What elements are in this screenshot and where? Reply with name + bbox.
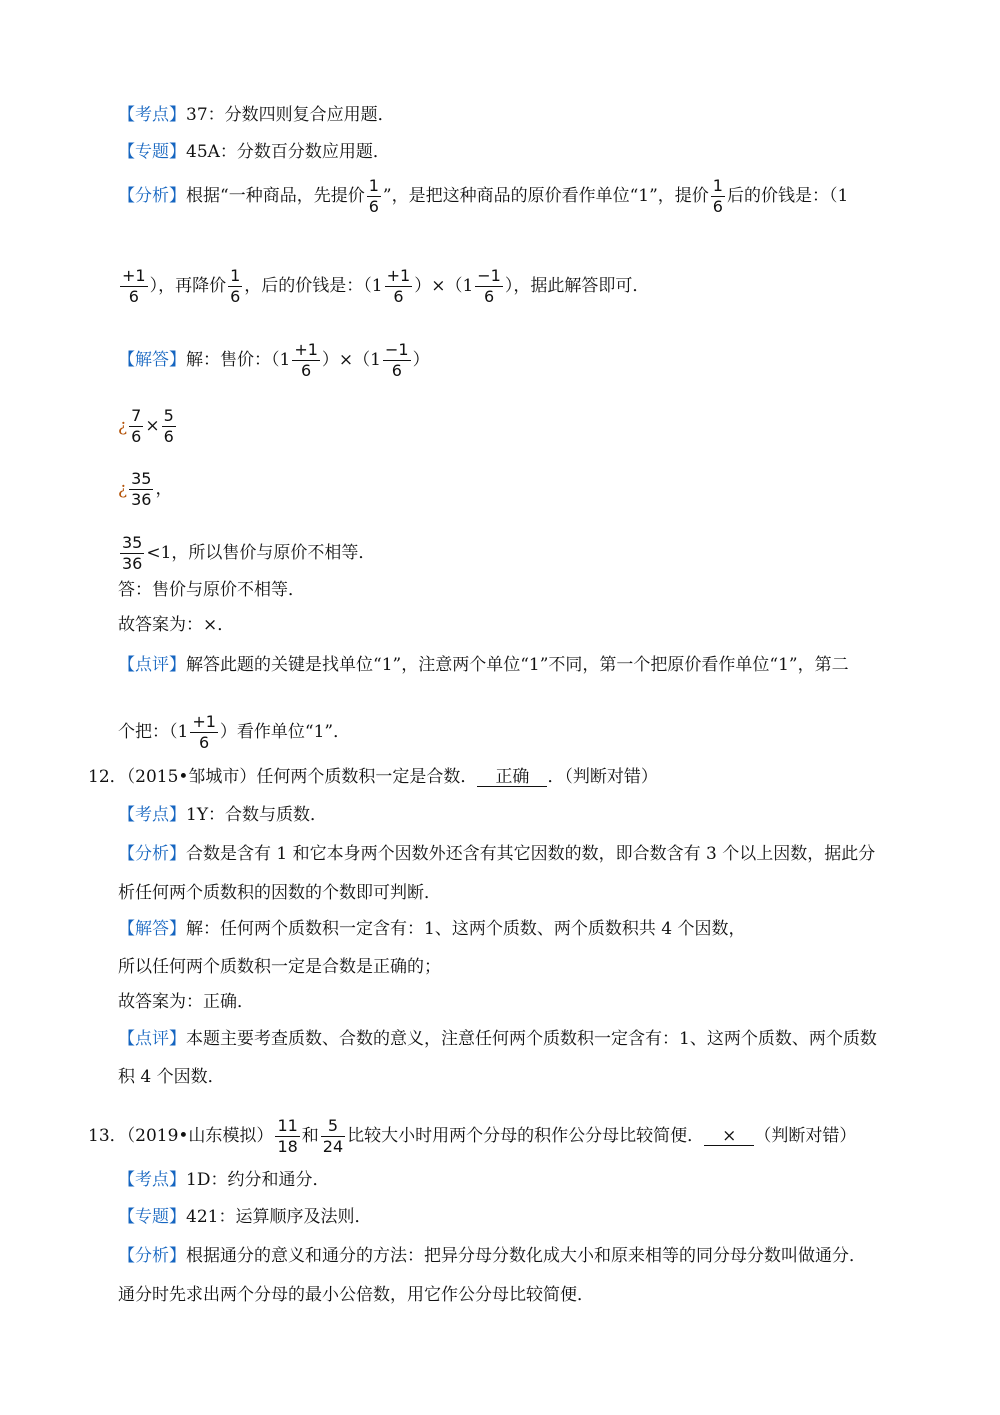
question-text: （判断对错）: [754, 1126, 857, 1146]
fenxi-text: ），再降价: [149, 276, 227, 296]
fenxi-line-2: [118, 268, 649, 305]
question-text: （2019•山东模拟）: [126, 1126, 274, 1146]
equal-mark: ¿: [118, 479, 128, 499]
jieda-tag: 【解答】: [118, 919, 186, 939]
zhuanti-text: 421：运算顺序及法则．: [186, 1207, 372, 1227]
jieda-text: ，: [155, 479, 173, 499]
jieda-text: 解：售价：（1: [186, 350, 291, 370]
fraction: $\frac{5}{6}$: [163, 406, 174, 446]
kaodian-text: 1D：约分和通分．: [186, 1170, 330, 1190]
fenxi-text: 根据“一种商品，先提价: [186, 186, 365, 206]
fraction: $\frac{1}{6}$: [712, 176, 723, 216]
fenxi-tag: 【分析】: [118, 186, 186, 206]
kaodian-tag: 【考点】: [118, 805, 186, 825]
jieda-line-2: 所以任何两个质数积一定是合数是正确的；: [118, 957, 441, 977]
dianping-text: ）看作单位“1”．: [219, 722, 351, 742]
fenxi-text: ），据此解答即可．: [504, 276, 650, 296]
jieda-text: ）: [412, 350, 430, 370]
kaodian-text: 1Y：合数与质数．: [186, 805, 328, 825]
answer-blank: 正确: [477, 768, 547, 787]
jieda-line-3: 故答案为：正确．: [118, 992, 254, 1012]
dianping-line-1: [118, 1028, 877, 1050]
dianping-tag: 【点评】: [118, 655, 186, 675]
question-text: ．（判断对错）: [547, 767, 658, 787]
jieda-text: ）×（1: [321, 350, 381, 370]
question-number: 13．: [88, 1126, 127, 1146]
equal-mark: ¿: [118, 416, 128, 436]
kaodian-tag: 【考点】: [118, 1170, 186, 1190]
fenxi-text: ）×（1: [414, 276, 474, 296]
fraction: $\frac{-1}{6}$: [384, 340, 409, 380]
jieda-line-1: [118, 918, 745, 940]
answer-blank: ×: [704, 1127, 754, 1146]
fraction: $\frac{+1}{6}$: [294, 340, 318, 380]
conclusion-line: 故答案为：×．: [118, 615, 235, 635]
kaodian-line: [118, 1169, 329, 1191]
jieda-text: 解：任何两个质数积一定含有：1、这两个质数、两个质数积共 4 个因数，: [186, 919, 746, 939]
fraction: $\frac{11}{18}$: [277, 1116, 298, 1156]
fenxi-line-1: [118, 843, 875, 865]
fenxi-text: 后的价钱是：（1: [726, 186, 849, 206]
dianping-text: 个把：（1: [118, 722, 189, 742]
fraction: $\frac{35}{36}$: [122, 533, 143, 573]
dianping-text: 解答此题的关键是找单位“1”，注意两个单位“1”不同，第一个把原价看作单位“1”，第二: [186, 655, 849, 675]
dianping-line-1: [118, 654, 849, 676]
fenxi-text: 根据通分的意义和通分的方法：把异分母分数化成大小和原来相等的同分母分数叫做通分．: [186, 1246, 866, 1266]
fenxi-line-1: [118, 1245, 866, 1267]
jieda-text: <1，所以售价与原价不相等．: [146, 543, 376, 563]
fraction: $\frac{-1}{6}$: [477, 266, 501, 306]
fenxi-line-1: [118, 178, 848, 215]
zhuanti-text: 45A：分数百分数应用题．: [186, 142, 390, 162]
dianping-line-2: [118, 714, 350, 751]
kaodian-tag: 【考点】: [118, 105, 186, 125]
fenxi-line-2: 析任何两个质数积的因数的个数即可判断．: [118, 883, 441, 903]
question-12: [88, 766, 658, 788]
question-text: 和: [301, 1126, 319, 1146]
kaodian-line: [118, 104, 395, 126]
fenxi-text: ”，是把这种商品的原价看作单位“1”，提价: [382, 186, 709, 206]
fenxi-line-2: 通分时先求出两个分母的最小公倍数，用它作公分母比较简便．: [118, 1285, 594, 1305]
fraction: $\frac{7}{6}$: [131, 406, 142, 446]
fraction: $\frac{1}{6}$: [368, 176, 379, 216]
question-number: 12．: [88, 767, 127, 787]
fraction: $\frac{+1}{6}$: [386, 266, 411, 306]
times-sign: ×: [145, 416, 160, 436]
jieda-tag: 【解答】: [118, 350, 186, 370]
jieda-step-3: [118, 471, 172, 508]
fenxi-tag: 【分析】: [118, 844, 186, 864]
fraction: $\frac{+1}{6}$: [192, 712, 216, 752]
jieda-step-4: [118, 535, 375, 572]
jieda-line-1: [118, 342, 430, 379]
jieda-step-2: [118, 408, 178, 445]
fenxi-text: 合数是含有 1 和它本身两个因数外还含有其它因数的数，即合数含有 3 个以上因数，据此分: [186, 844, 876, 864]
dianping-text: 本题主要考查质数、合数的意义，注意任何两个质数积一定含有：1、这两个质数、两个质数: [186, 1029, 877, 1049]
dianping-line-2: 积 4 个因数．: [118, 1067, 225, 1087]
fenxi-text: ，后的价钱是：（1: [244, 276, 383, 296]
question-13: [88, 1118, 856, 1155]
kaodian-line: [118, 804, 327, 826]
zhuanti-line: [118, 1206, 371, 1228]
zhuanti-tag: 【专题】: [118, 142, 186, 162]
fenxi-tag: 【分析】: [118, 1246, 186, 1266]
question-text: 比较大小时用两个分母的积作公分母比较简便．: [347, 1126, 705, 1146]
kaodian-text: 37：分数四则复合应用题．: [186, 105, 395, 125]
answer-line: 答：售价与原价不相等．: [118, 580, 305, 600]
zhuanti-line: [118, 141, 390, 163]
fraction: $\frac{5}{24}$: [322, 1116, 344, 1156]
fraction: $\frac{35}{36}$: [131, 469, 152, 509]
fraction: $\frac{+1}{6}$: [122, 266, 146, 306]
fraction: $\frac{1}{6}$: [230, 266, 241, 306]
question-text: （2015•邹城市）任何两个质数积一定是合数．: [126, 767, 478, 787]
zhuanti-tag: 【专题】: [118, 1207, 186, 1227]
dianping-tag: 【点评】: [118, 1029, 186, 1049]
